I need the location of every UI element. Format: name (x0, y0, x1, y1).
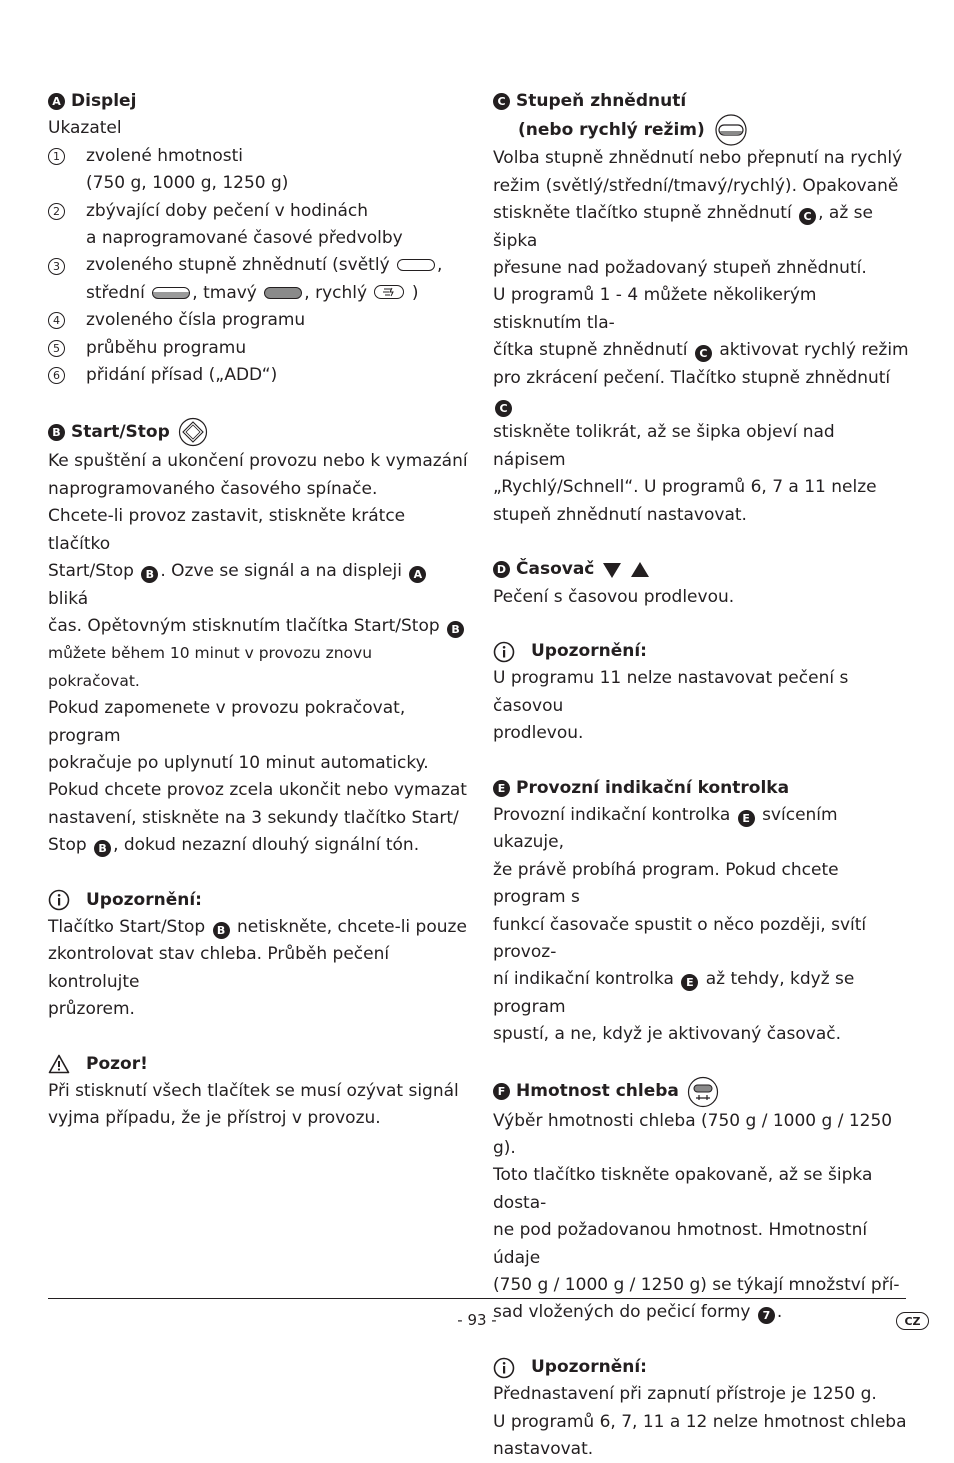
label-badge: C (695, 345, 712, 362)
heading-browning: C Stupeň zhnědnutí (493, 88, 909, 115)
label-badge: A (409, 566, 426, 583)
number-circle: 5 (48, 340, 65, 357)
list-item: 3 zvoleného stupně zhnědnutí (světlý , střední , tmavý , rychlý ) (48, 252, 468, 307)
label-badge: C (493, 93, 510, 110)
label-badge: E (738, 810, 755, 827)
heading-start-stop: B Start/Stop (48, 416, 468, 448)
number-circle: 4 (48, 312, 65, 329)
label-badge: C (799, 208, 816, 225)
left-column: A Displej Ukazatel 1 zvolené hmotnosti (750 g, 1000 g, 1250 g) 2 zbývající doby pečení v hodinách a naprogramované časové předvolby 3 zvoleného stupně zhnědnutí (světlý , střední , tmavý , rychlý ) 4 zvoleného čísla programu 5 průběhu programu 6 přidání přísad („ADD“) B Start/Stop Ke spuštění a ukončení provozu nebo k vymazání naprogramovaného časového spínače. Chcete-li provoz zastavit, stiskněte krátce tlačítko Start/Stop B . Ozve se signál a na displeji Abliká čas. Opětovným stisknutím tlačítka Start/Stop B můžete během 10 minut v provozu znovu pokračovat. Pokud zapomenete v provozu pokračovat, program pokračuje po uplynutí 10 minut automaticky. Pokud chcete provoz zcela ukončit nebo vymazat nastavení, stiskněte na 3 sekundy tlačítko Start/ Stop B , dokud nezazní dlouhý signální tón. Upozornění: Tlačítko Start/Stop B netiskněte, chcete-li pouze zkontrolovat stav chleba. Průběh pečení kontrolujte průzorem. Pozor! Při stisknutí všech tlačítek se musí ozývat signál vyjma případu, že je přístroj v provozu. (48, 88, 468, 1133)
list-item: 5 průběhu programu (48, 335, 468, 362)
rapid-mode-icon (374, 285, 404, 299)
warning-heading: Pozor! (48, 1051, 468, 1078)
number-circle: 2 (48, 203, 65, 220)
language-badge: CZ (896, 1312, 929, 1330)
list-item: 6 přidání přísad („ADD“) (48, 362, 468, 389)
label-badge: F (493, 1083, 510, 1100)
note-heading: Upozornění: (493, 638, 909, 665)
label-badge: B (48, 424, 65, 441)
label-badge: E (681, 974, 698, 991)
browning-button-icon (713, 114, 749, 146)
list-item: 2 zbývající doby pečení v hodinách a naprogramované časové předvolby (48, 198, 468, 253)
note-heading: Upozornění: (48, 887, 468, 914)
list-item: 1 zvolené hmotnosti (750 g, 1000 g, 1250 g) (48, 143, 468, 198)
page-number: - 93 - (457, 1311, 497, 1329)
weight-button-icon (687, 1076, 719, 1108)
info-icon (493, 641, 515, 663)
label-badge: B (141, 566, 158, 583)
info-icon (48, 889, 70, 911)
warning-icon (48, 1054, 70, 1074)
label-badge: B (447, 621, 464, 638)
number-circle: 3 (48, 258, 65, 275)
label-badge: B (213, 922, 230, 939)
footer-divider (48, 1298, 906, 1299)
number-circle: 1 (48, 148, 65, 165)
label-badge: E (493, 780, 510, 797)
number-badge: 7 (758, 1307, 775, 1324)
arrow-down-icon (602, 561, 622, 579)
label-badge: B (94, 840, 111, 857)
medium-crust-icon (152, 287, 190, 299)
list-item: 4 zvoleného čísla programu (48, 307, 468, 334)
right-column: C Stupeň zhnědnutí (nebo rychlý režim) Volba stupně zhnědnutí nebo přepnutí na rychlý režim (světlý/střední/tmavý/rychlý). Opakovaně stiskněte tlačítko stupně zhnědnutí C , až se šipka přesune nad požadovaný stupeň zhnědnutí. U programů 1 - 4 můžete několikerým stisknutím tla- čítka stupně zhnědnutí C aktivovat rychlý režim pro zkrácení pečení. Tlačítko stupně zhnědnutí C stiskněte tolikrát, až se šipka objeví nad nápisem „Rychlý/Schnell“. U programů 6, 7 a 11 nelze stupeň zhnědnutí nastavovat. D Časovač Pečení s časovou prodlevou. Upozornění: U programu 11 nelze nastavovat pečení s časovou prodlevou. E Provozní indikační kontrolka Provozní indikační kontrolka E svícením ukazuje, že právě probíhá program. Pokud chcete program s funkcí časovače spustit o něco později, svítí provoz- ní indikační kontrolka E až tehdy, když se program spustí, a ne, když je aktivovaný časovač. F Hmotnost chleba Výběr hmotnosti chleba (750 g / 1000 g / 1250 g). Toto tlačítko tiskněte opakovaně, až se šipka dosta- ne pod požadovanou hmotnost. Hmotnostní údaje (750 g / 1000 g / 1250 g) se týkají množství pří- sad vložených do pečicí formy 7 . Upozornění: Přednastavení při zapnutí přístroje je 1250 g. U programů 6, 7, 11 a 12 nelze hmotnost chleba nastavovat. (493, 88, 909, 1463)
info-icon (493, 1357, 515, 1379)
light-crust-icon (397, 259, 435, 271)
number-circle: 6 (48, 367, 65, 384)
label-badge: D (493, 561, 510, 578)
label-badge: A (48, 93, 65, 110)
heading-display: A Displej (48, 88, 468, 115)
note-heading: Upozornění: (493, 1354, 909, 1381)
heading-timer: D Časovač (493, 556, 909, 583)
arrow-up-icon (630, 561, 650, 579)
heading-indicator-lamp: E Provozní indikační kontrolka (493, 775, 909, 802)
start-stop-icon (178, 417, 208, 447)
label-badge: C (495, 400, 512, 417)
display-intro: Ukazatel (48, 118, 122, 139)
dark-crust-icon (264, 287, 302, 299)
heading-loaf-weight: F Hmotnost chleba (493, 1076, 909, 1108)
